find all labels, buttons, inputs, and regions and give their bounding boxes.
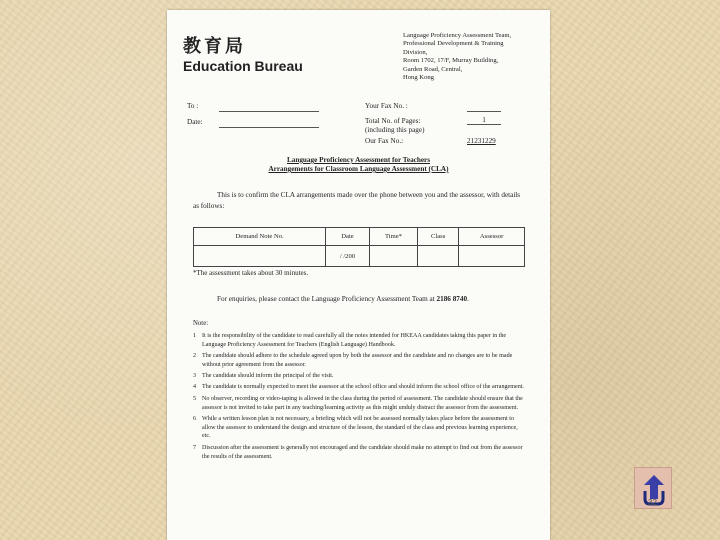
our-fax-value: 21231229 — [467, 137, 496, 145]
page-number: 32 — [648, 498, 657, 507]
to-label: To : — [187, 102, 199, 110]
enquiry-text: For enquiries, please contact the Language Proficiency Assessment Team at — [217, 295, 435, 303]
address-line: Professional Development & Training — [403, 40, 504, 48]
table-cell[interactable] — [418, 246, 459, 267]
pages-label: Total No. of Pages: — [365, 117, 421, 125]
to-field[interactable] — [219, 111, 319, 112]
bureau-english-name: Education Bureau — [183, 58, 303, 74]
address-line: Room 1702, 17/F, Murray Building, — [403, 57, 499, 65]
list-item: 2 The candidate should adhere to the schedule agreed upon by both the assessor and the candidate and no changes are to be made without prior agreement from the assessor. — [193, 353, 513, 368]
table-cell[interactable] — [194, 246, 326, 267]
table-header: Demand Note No. — [194, 228, 326, 246]
list-item: 6 While a written lesson plan is not necessary, a briefing which will not be assessed normally takes place before the assessment to allow the assessor to understand the design and structure of the lesson, the standard of the class and previous learning experience, etc. — [193, 415, 518, 440]
your-fax-field[interactable] — [467, 111, 501, 112]
table-header: Class — [418, 228, 459, 246]
table-cell[interactable] — [459, 246, 525, 267]
address-line: Hong Kong — [403, 74, 434, 82]
date-label: Date: — [187, 118, 203, 126]
date-field[interactable] — [219, 127, 319, 128]
pages-note: (including this page) — [365, 126, 425, 134]
list-item: 1 It is the responsibility of the candidate to read carefully all the notes intended for HKEAA candidates taking this paper in the Language Proficiency Assessment for Teachers (English Language) Handbook. — [193, 333, 507, 348]
bureau-chinese-name: 教育局 — [183, 36, 246, 57]
table-header: Time* — [369, 228, 417, 246]
schedule-table — [193, 227, 525, 267]
notes-heading: Note: — [193, 320, 209, 327]
list-item: 5 No observer, recording or video-taping is allowed in the class during the period of assessment. The candidate should ensure that the assessor is not invited to take part in any teaching/learning activity as this might unduly distract the assessor from the assessment. — [193, 395, 523, 411]
list-item: 4 The candidate is normally expected to meet the assessor at the school office and should inform the school office of the arrangement. — [193, 384, 524, 391]
address-line: Garden Road, Central, — [403, 65, 463, 73]
address-line: Language Proficiency Assessment Team, — [403, 32, 512, 39]
fax-document — [167, 10, 550, 540]
your-fax-label: Your Fax No. : — [365, 102, 408, 110]
bureau-address — [403, 32, 543, 82]
table-cell[interactable]: / /200 — [326, 246, 370, 267]
address-line: Division, — [403, 48, 428, 56]
notes-list — [193, 332, 527, 464]
table-cell[interactable] — [369, 246, 417, 267]
list-item: 7 Discussion after the assessment is generally not encouraged and the candidate should make no attempt to find out from the assessor the results of the assessment. — [193, 444, 523, 460]
list-item: 3 The candidate should inform the principal of the visit. — [193, 373, 334, 380]
table-header: Date — [326, 228, 370, 246]
table-header: Assessor — [459, 228, 525, 246]
enquiry-phone: 2186 8740 — [436, 295, 468, 303]
document-title: Language Proficiency Assessment for Teachers — [286, 156, 431, 164]
enquiry-line: For enquiries, please contact the Language Proficiency Assessment Team at 2186 8740. — [217, 295, 469, 303]
intro-paragraph: This is to confirm the CLA arrangements made over the phone between you and the assessor, with details as follows: — [193, 191, 521, 210]
pages-value: 1 — [467, 116, 501, 125]
our-fax-label: Our Fax No.: — [365, 137, 404, 145]
duration-note: *The assessment takes about 30 minutes. — [193, 269, 309, 277]
document-subtitle: Arrangements for Classroom Language Assessment (CLA) — [268, 165, 449, 173]
